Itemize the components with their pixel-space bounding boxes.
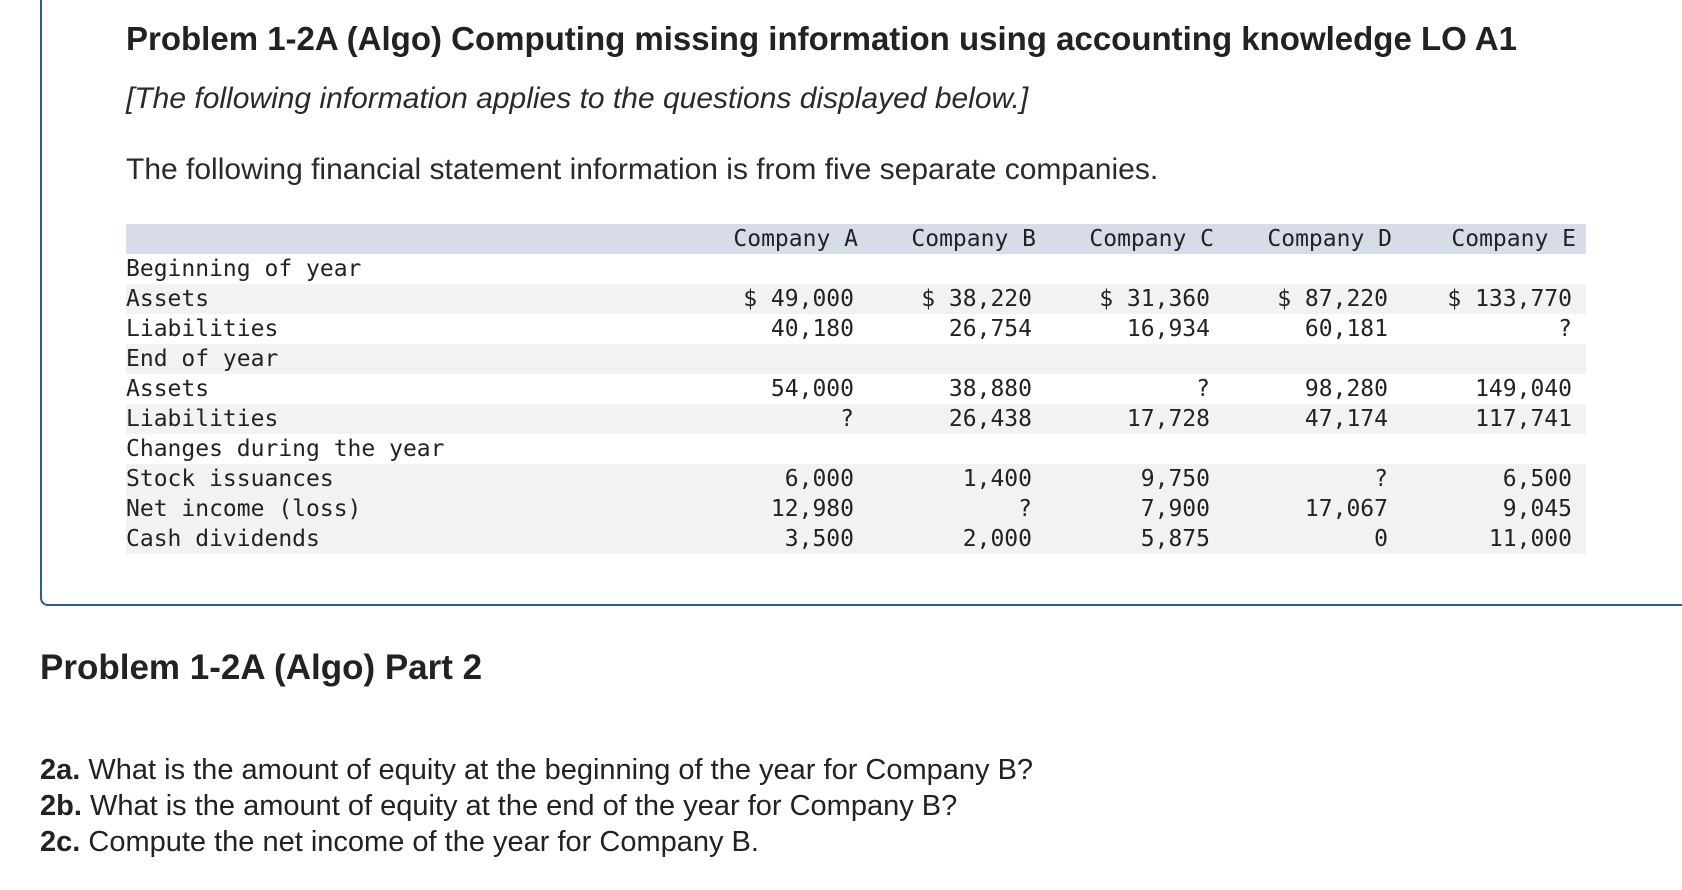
table-cell bbox=[1224, 344, 1402, 374]
intro-text: The following financial statement information is from five separate companies. bbox=[126, 153, 1159, 186]
table-cell bbox=[686, 254, 868, 284]
table-cell: 3,500 bbox=[686, 524, 868, 554]
table-cell: 2,000 bbox=[868, 524, 1046, 554]
question-2b bbox=[40, 788, 1033, 824]
table-cell: 1,400 bbox=[868, 464, 1046, 494]
table-cell: ? bbox=[868, 494, 1046, 524]
table-cell bbox=[686, 344, 868, 374]
column-header-company-b: Company B bbox=[868, 224, 1046, 254]
question-2c bbox=[40, 824, 1033, 860]
table-cell: 9,045 bbox=[1402, 494, 1586, 524]
table-cell bbox=[1402, 434, 1586, 464]
part-title: Problem 1-2A (Algo) Part 2 bbox=[40, 648, 483, 687]
table-cell: 9,750 bbox=[1046, 464, 1224, 494]
table-cell: 98,280 bbox=[1304, 376, 1388, 402]
table-cell: 40,180 bbox=[770, 316, 854, 342]
table-row-net-income bbox=[126, 494, 1586, 524]
table-cell bbox=[1224, 254, 1402, 284]
row-label: Cash dividends bbox=[126, 524, 686, 554]
table-cell: 7,900 bbox=[1046, 494, 1224, 524]
table-cell bbox=[868, 254, 1046, 284]
header-label-cell bbox=[126, 224, 686, 254]
table-cell: 54,000 bbox=[770, 376, 854, 402]
table-cell bbox=[1046, 254, 1224, 284]
table-row-stock-issuances bbox=[126, 464, 1586, 494]
table-row-beginning-liabilities bbox=[126, 314, 1586, 344]
table-cell: 26,754 bbox=[948, 316, 1032, 342]
question-text: Compute the net income of the year for Company B. bbox=[80, 826, 759, 858]
table-cell: ? bbox=[1224, 464, 1402, 494]
financial-data-table bbox=[126, 224, 1586, 554]
table-row-cash-dividends bbox=[126, 524, 1586, 554]
table-row-end-assets bbox=[126, 374, 1586, 404]
table-cell: 26,438 bbox=[868, 404, 1046, 434]
table-cell: 0 bbox=[1224, 524, 1402, 554]
table-cell bbox=[1402, 254, 1586, 284]
question-number: 2c. bbox=[40, 826, 81, 858]
row-label: End of year bbox=[126, 344, 686, 374]
table-cell: 12,980 bbox=[686, 494, 868, 524]
row-label: Stock issuances bbox=[126, 464, 686, 494]
table-cell: 47,174 bbox=[1224, 404, 1402, 434]
table-cell: 60,181 bbox=[1304, 316, 1388, 342]
column-header-company-e: Company E bbox=[1402, 224, 1586, 254]
table-row-end-liabilities bbox=[126, 404, 1586, 434]
table-cell: 38,880 bbox=[948, 376, 1032, 402]
column-header-company-a: Company A bbox=[686, 224, 868, 254]
table-cell: $ 49,000 bbox=[686, 284, 868, 314]
table-cell: ? bbox=[1196, 376, 1210, 402]
column-header-company-d: Company D bbox=[1224, 224, 1402, 254]
row-label: Liabilities bbox=[126, 316, 279, 342]
column-header-company-c: Company C bbox=[1046, 224, 1224, 254]
table-cell: 117,741 bbox=[1402, 404, 1586, 434]
table-cell bbox=[1224, 434, 1402, 464]
row-label: Assets bbox=[126, 376, 210, 402]
question-2a bbox=[40, 752, 1033, 788]
table-cell bbox=[868, 344, 1046, 374]
table-cell: 17,728 bbox=[1046, 404, 1224, 434]
table-row-changes-during-year bbox=[126, 434, 1586, 464]
table-row-beginning-of-year bbox=[126, 254, 1586, 284]
table-cell: 5,875 bbox=[1046, 524, 1224, 554]
problem-title: Problem 1-2A (Algo) Computing missing information using accounting knowledge LO A1 bbox=[126, 20, 1517, 57]
row-label: Changes during the year bbox=[126, 436, 445, 462]
question-list bbox=[40, 752, 1033, 860]
table-cell: 11,000 bbox=[1402, 524, 1586, 554]
row-label: Liabilities bbox=[126, 404, 686, 434]
row-label: Assets bbox=[126, 284, 686, 314]
table-row-beginning-assets bbox=[126, 284, 1586, 314]
table-cell: 16,934 bbox=[1126, 316, 1210, 342]
table-cell: ? bbox=[686, 404, 868, 434]
table-cell bbox=[868, 434, 1046, 464]
question-text: What is the amount of equity at the end of the year for Company B? bbox=[81, 790, 958, 822]
table-cell: 149,040 bbox=[1475, 376, 1572, 402]
table-cell: ? bbox=[1558, 316, 1572, 342]
row-label: Net income (loss) bbox=[126, 494, 686, 524]
table-header-row bbox=[126, 224, 1586, 254]
table-cell: $ 31,360 bbox=[1046, 284, 1224, 314]
table-row-end-of-year bbox=[126, 344, 1586, 374]
question-number: 2a. bbox=[40, 754, 81, 786]
table-cell bbox=[686, 434, 868, 464]
intro-note: [The following information applies to the questions displayed below.] bbox=[126, 82, 1029, 115]
question-number: 2b. bbox=[40, 790, 82, 822]
table-cell bbox=[1046, 344, 1224, 374]
table-cell: $ 38,220 bbox=[868, 284, 1046, 314]
table-cell bbox=[1046, 434, 1224, 464]
table-cell: 6,000 bbox=[686, 464, 868, 494]
table-cell: 17,067 bbox=[1224, 494, 1402, 524]
table-cell: 6,500 bbox=[1402, 464, 1586, 494]
table-cell bbox=[1402, 344, 1586, 374]
table-cell: $ 87,220 bbox=[1224, 284, 1402, 314]
table-cell: $ 133,770 bbox=[1402, 284, 1586, 314]
question-text: What is the amount of equity at the beginning of the year for Company B? bbox=[80, 754, 1034, 786]
row-label: Beginning of year bbox=[126, 256, 362, 282]
